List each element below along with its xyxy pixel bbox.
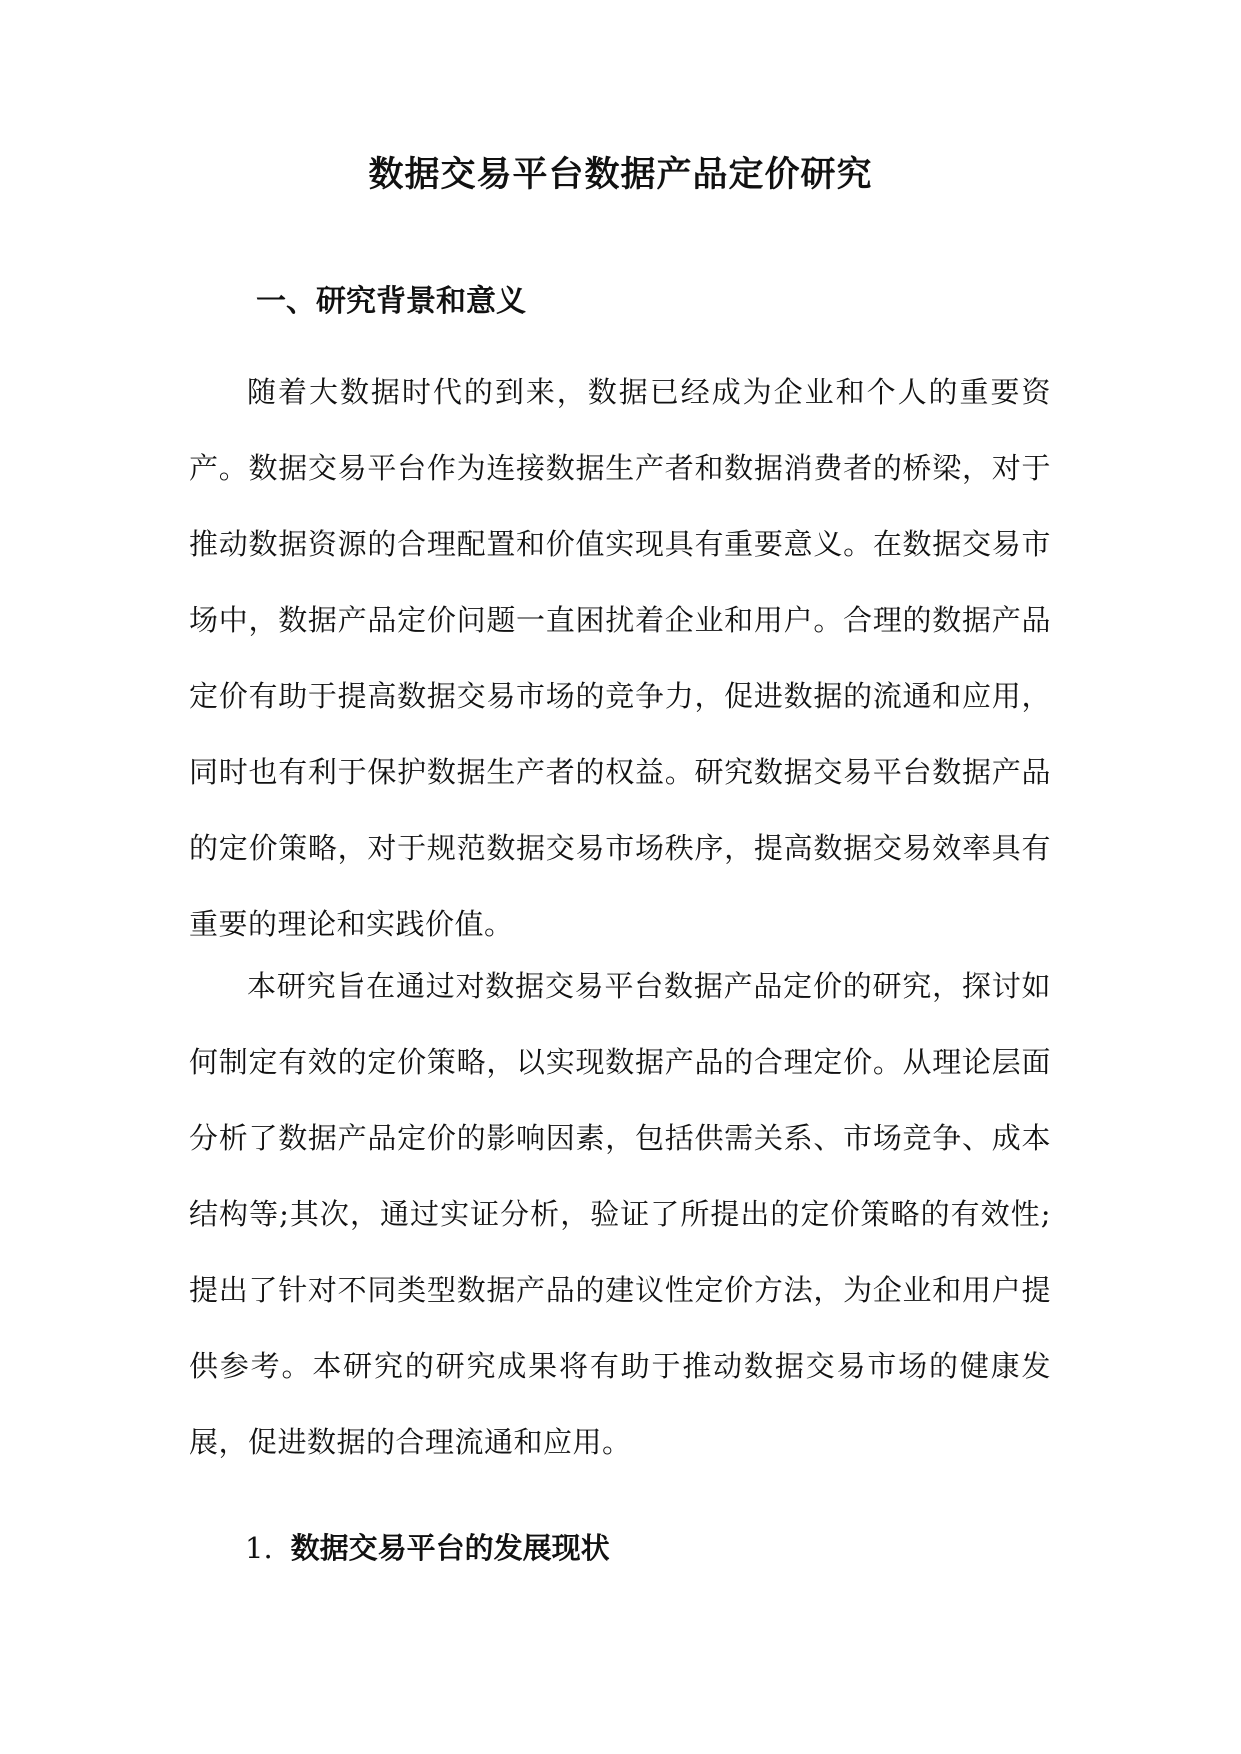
document-title: 数据交易平台数据产品定价研究 (368, 154, 873, 195)
paragraph-block (189, 354, 1051, 962)
subsection-heading (245, 1526, 610, 1570)
subsection-title: 数据交易平台的发展现状 (290, 1531, 610, 1565)
paragraph-block (189, 948, 1051, 1480)
paragraph-research-aim: 本研究旨在通过对数据交易平台数据产品定价的研究，探讨如何制定有效的定价策略，以实现数据产品的合理定价。从理论层面分析了数据产品定价的影响因素，包括供需关系、市场竞争、成本结构等;其次，通过实证分析，验证了所提出的定价策略的有效性;提出了针对不同类型数据产品的建议性定价方法，为企业和用户提供参考。本研究的研究成果将有助于推动数据交易市场的健康发展，促进数据的合理流通和应用。 (189, 969, 1051, 1459)
section-heading-background: 一、研究背景和意义 (256, 284, 526, 319)
subsection-number: 1. (245, 1531, 273, 1565)
paragraph-background: 随着大数据时代的到来，数据已经成为企业和个人的重要资产。数据交易平台作为连接数据生产者和数据消费者的桥梁，对于推动数据资源的合理配置和价值实现具有重要意义。在数据交易市场中，数据产品定价问题一直困扰着企业和用户。合理的数据产品定价有助于提高数据交易市场的竞争力，促进数据的流通和应用，同时也有利于保护数据生产者的权益。研究数据交易平台数据产品的定价策略，对于规范数据交易市场秩序，提高数据交易效率具有重要的理论和实践价值。 (189, 375, 1051, 941)
